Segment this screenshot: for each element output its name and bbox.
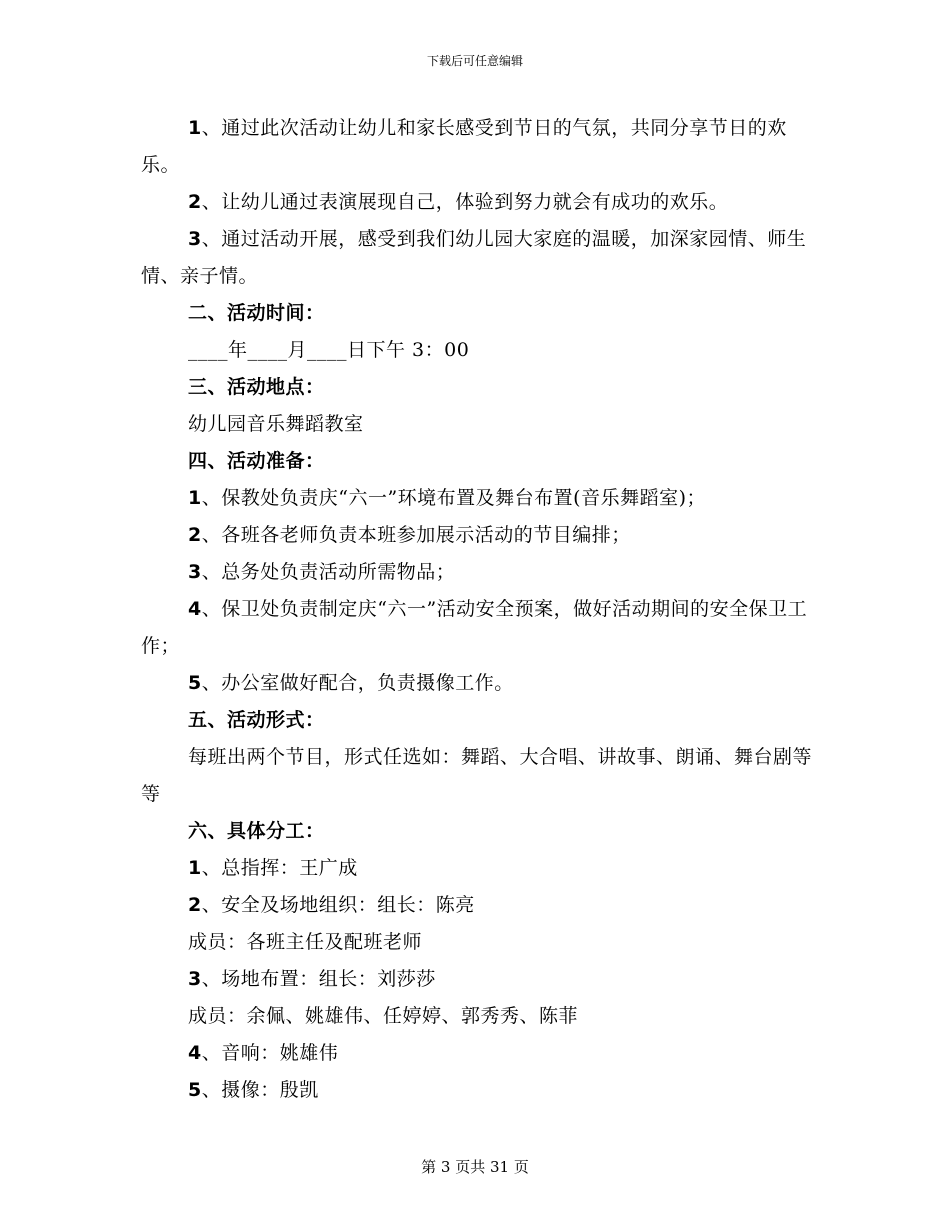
prep-item-4	[141, 591, 821, 665]
role-text: 、音响：姚雄伟	[201, 1042, 339, 1064]
role-number: 1	[188, 857, 202, 879]
section-heading-preparation: 四、活动准备：	[188, 450, 325, 472]
prep-text: 、各班各老师负责本班参加展示活动的节目编排；	[201, 524, 631, 546]
prep-item-1	[141, 480, 821, 517]
document-body	[141, 110, 821, 1109]
prep-number: 1	[188, 487, 202, 509]
section-heading-format: 五、活动形式：	[188, 709, 325, 731]
role-item-2	[141, 887, 821, 924]
activity-location-text: 幼儿园音乐舞蹈教室	[188, 413, 364, 435]
role-text: 、安全及场地组织：组长：陈亮	[201, 894, 475, 916]
role-number: 5	[188, 1079, 202, 1101]
activity-time-text: ____年____月____日下午 3：00	[188, 339, 470, 361]
role-item-1	[141, 850, 821, 887]
role-text: 、摄像：殷凯	[201, 1079, 319, 1101]
goal-item-3	[141, 221, 821, 295]
role-number: 4	[188, 1042, 202, 1064]
prep-number: 2	[188, 524, 202, 546]
prep-number: 3	[188, 561, 202, 583]
goal-number: 2	[188, 191, 202, 213]
role-item-3	[141, 961, 821, 998]
goal-item-2	[141, 184, 821, 221]
page-header: 下载后可任意编辑	[426, 54, 523, 68]
prep-item-3	[141, 554, 821, 591]
goal-text: 、通过此次活动让幼儿和家长感受到节日的气氛，共同分享节日的欢乐。	[141, 117, 787, 176]
prep-item-5	[141, 665, 821, 702]
section-heading-time: 二、活动时间：	[188, 302, 325, 324]
role-text: 、总指挥：王广成	[201, 857, 358, 879]
goal-number: 3	[188, 228, 202, 250]
section-heading-location: 三、活动地点：	[188, 376, 325, 398]
prep-text: 、办公室做好配合，负责摄像工作。	[201, 672, 514, 694]
role-number: 2	[188, 894, 202, 916]
role-item-5	[141, 1072, 821, 1109]
goal-number: 1	[188, 117, 202, 139]
role-members-3: 成员：余佩、姚雄伟、任婷婷、郭秀秀、陈菲	[188, 1005, 579, 1027]
prep-number: 4	[188, 598, 202, 620]
section-heading-division: 六、具体分工：	[188, 820, 325, 842]
role-item-4	[141, 1035, 821, 1072]
prep-item-2	[141, 517, 821, 554]
role-text: 、场地布置：组长：刘莎莎	[201, 968, 436, 990]
page-footer: 第 3 页共 31 页	[421, 1158, 529, 1176]
goal-item-1	[141, 110, 821, 184]
role-number: 3	[188, 968, 202, 990]
activity-format-text: 每班出两个节目，形式任选如：舞蹈、大合唱、讲故事、朗诵、舞台剧等等	[141, 746, 813, 805]
prep-text: 、保教处负责庆“六一”环境布置及舞台布置(音乐舞蹈室)；	[201, 487, 706, 509]
goal-text: 、通过活动开展，感受到我们幼儿园大家庭的温暖，加深家园情、师生情、亲子情。	[141, 228, 807, 287]
prep-text: 、总务处负责活动所需物品；	[201, 561, 456, 583]
goal-text: 、让幼儿通过表演展现自己，体验到努力就会有成功的欢乐。	[201, 191, 729, 213]
role-members-2: 成员：各班主任及配班老师	[188, 931, 423, 953]
prep-text: 、保卫处负责制定庆“六一”活动安全预案，做好活动期间的安全保卫工作；	[141, 598, 808, 657]
prep-number: 5	[188, 672, 202, 694]
